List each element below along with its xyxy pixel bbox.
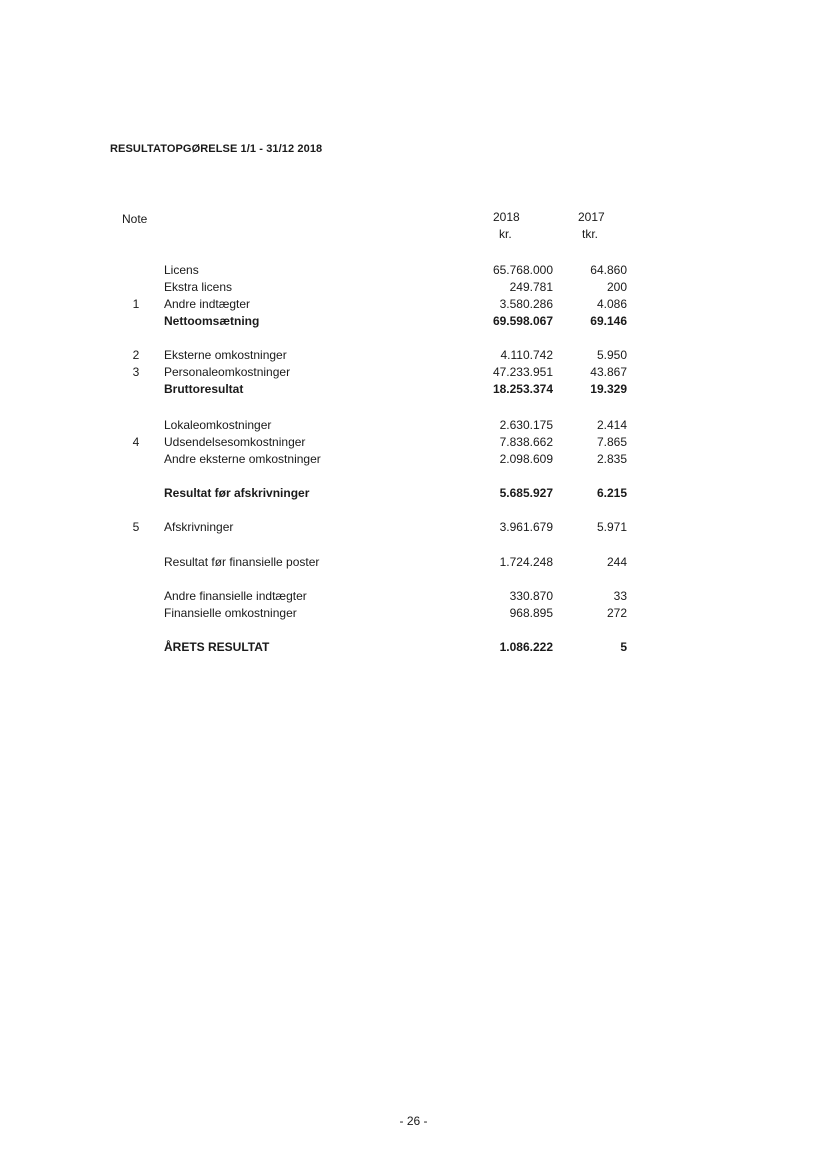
row-value-2017: 272 <box>606 606 627 620</box>
row-value-2018: 18.253.374 <box>492 382 553 396</box>
statement-title: RESULTATOPGØRELSE 1/1 - 31/12 2018 <box>110 143 323 155</box>
row-value-2018: 47.233.951 <box>492 365 553 379</box>
row-label: Lokaleomkostninger <box>164 418 272 432</box>
row-note: 5 <box>132 520 140 534</box>
table-row <box>0 280 827 297</box>
col-2017-unit-header: tkr. <box>582 227 599 241</box>
row-value-2017: 33 <box>613 589 627 603</box>
row-label: Bruttoresultat <box>164 382 244 396</box>
row-label: Resultat før finansielle poster <box>164 555 320 569</box>
row-value-2018: 4.110.742 <box>500 348 553 362</box>
table-row <box>0 314 827 331</box>
table-row <box>0 263 827 280</box>
row-value-2018: 249.781 <box>509 280 553 294</box>
row-value-2017: 2.414 <box>596 418 627 432</box>
row-value-2017: 244 <box>606 555 627 569</box>
table-row <box>0 435 827 452</box>
row-value-2017: 69.146 <box>590 314 627 328</box>
col-2018-year-header: 2018 <box>493 210 520 224</box>
row-value-2017: 64.860 <box>590 263 627 277</box>
row-label: Udsendelsesomkostninger <box>164 435 306 449</box>
row-label: Resultat før afskrivninger <box>164 486 310 500</box>
table-row <box>0 297 827 314</box>
row-value-2018: 968.895 <box>509 606 553 620</box>
table-row <box>0 520 827 537</box>
row-value-2017: 5.950 <box>596 348 627 362</box>
table-row <box>0 418 827 435</box>
table-row <box>0 382 827 399</box>
row-label: Andre eksterne omkostninger <box>164 452 321 466</box>
row-value-2018: 1.724.248 <box>499 555 553 569</box>
row-value-2018: 3.580.286 <box>499 297 553 311</box>
row-value-2018: 2.098.609 <box>499 452 553 466</box>
row-label: Ekstra licens <box>164 280 233 294</box>
row-note: 3 <box>132 365 140 379</box>
row-label: Finansielle omkostninger <box>164 606 297 620</box>
row-label: Personaleomkostninger <box>164 365 291 379</box>
row-value-2017: 200 <box>606 280 627 294</box>
row-label: Andre indtægter <box>164 297 251 311</box>
row-value-2018: 2.630.175 <box>499 418 553 432</box>
row-value-2017: 6.215 <box>596 486 627 500</box>
row-value-2017: 4.086 <box>596 297 627 311</box>
row-value-2017: 43.867 <box>590 365 627 379</box>
table-row <box>0 555 827 572</box>
row-label: Afskrivninger <box>164 520 234 534</box>
row-value-2018: 330.870 <box>509 589 553 603</box>
table-row <box>0 365 827 382</box>
row-value-2017: 5 <box>620 640 627 654</box>
row-value-2017: 7.865 <box>596 435 627 449</box>
row-label: Andre finansielle indtægter <box>164 589 307 603</box>
row-label: Eksterne omkostninger <box>164 348 287 362</box>
table-row <box>0 606 827 623</box>
row-value-2017: 2.835 <box>596 452 627 466</box>
page-number: - 26 - <box>399 1114 428 1128</box>
row-note: 1 <box>132 297 140 311</box>
note-column-header: Note <box>122 212 148 226</box>
table-row <box>0 640 827 657</box>
row-value-2018: 1.086.222 <box>499 640 553 654</box>
row-label: Licens <box>164 263 199 277</box>
row-value-2018: 65.768.000 <box>492 263 553 277</box>
row-note: 2 <box>132 348 140 362</box>
table-row <box>0 452 827 469</box>
row-value-2018: 7.838.662 <box>499 435 553 449</box>
row-label: ÅRETS RESULTAT <box>164 640 270 654</box>
row-note: 4 <box>132 435 140 449</box>
row-value-2018: 5.685.927 <box>499 486 553 500</box>
row-label: Nettoomsætning <box>164 314 260 328</box>
col-2018-unit-header: kr. <box>499 227 512 241</box>
row-value-2017: 19.329 <box>590 382 627 396</box>
table-row <box>0 348 827 365</box>
table-row <box>0 589 827 606</box>
table-row <box>0 486 827 503</box>
col-2017-year-header: 2017 <box>578 210 605 224</box>
row-value-2018: 69.598.067 <box>492 314 553 328</box>
row-value-2018: 3.961.679 <box>499 520 553 534</box>
row-value-2017: 5.971 <box>596 520 627 534</box>
